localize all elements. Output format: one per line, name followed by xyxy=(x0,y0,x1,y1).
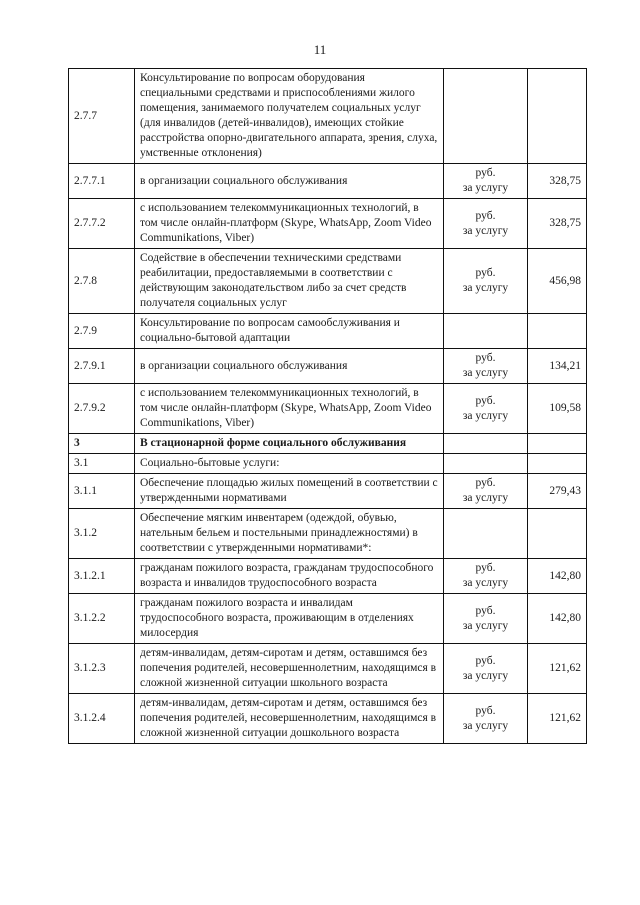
unit-currency: руб. xyxy=(475,477,496,489)
unit-cell xyxy=(444,594,528,644)
unit-per-service: за услугу xyxy=(462,182,509,194)
service-description: детям-инвалидам, детям-сиротам и детям, оставшимся без попечения родителей, несовершеннолетним, находящимся в сложной жизненной ситуации дошкольного возраста xyxy=(135,694,444,744)
unit-cell xyxy=(444,199,528,249)
unit-per-service: за услугу xyxy=(462,619,509,632)
unit-currency: руб. xyxy=(475,394,496,407)
row-number: 3.1.1 xyxy=(69,474,135,509)
unit-per-service: за услугу xyxy=(462,282,509,294)
service-price xyxy=(528,509,587,559)
table-row xyxy=(69,349,587,384)
service-description: с использованием телекоммуникационных технологий, в том числе онлайн-платформ (Skype, WhatsApp, Zoom Video Communikations, Viber) xyxy=(135,199,444,249)
service-description: в организации социального обслуживания xyxy=(135,349,444,384)
service-description: Консультирование по вопросам самообслуживания и социально-бытовой адаптации xyxy=(135,314,444,349)
unit-cell xyxy=(444,164,528,199)
service-price: 121,62 xyxy=(528,644,587,694)
table-row xyxy=(69,509,587,559)
unit-per-service: за услугу xyxy=(462,409,509,422)
service-description: Содействие в обеспечении техническими средствами реабилитации, предоставляемыми в соответствии с действующим законодательством либо за счет средств получателя социальных услуг xyxy=(135,249,444,314)
unit-cell xyxy=(444,314,528,349)
service-description: Обеспечение мягким инвентарем (одеждой, обувью, нательным бельем и постельными принадлежностями) в соответствии с утвержденными нормативами*: xyxy=(135,509,444,559)
row-number: 2.7.7 xyxy=(69,69,135,164)
service-description: с использованием телекоммуникационных технологий, в том числе онлайн-платформ (Skype, WhatsApp, Zoom Video Communikations, Viber) xyxy=(135,384,444,434)
table-row xyxy=(69,474,587,509)
service-price xyxy=(528,314,587,349)
page-number: 11 xyxy=(313,42,327,57)
unit-cell xyxy=(444,384,528,434)
table-row xyxy=(69,644,587,694)
row-number: 2.7.7.2 xyxy=(69,199,135,249)
unit-currency: руб. xyxy=(475,167,496,179)
unit-cell xyxy=(444,434,528,454)
service-description: детям-инвалидам, детям-сиротам и детям, оставшимся без попечения родителей, несовершеннолетним, находящимся в сложной жизненной ситуации школьного возраста xyxy=(135,644,444,694)
table-row xyxy=(69,594,587,644)
unit-per-service: за услугу xyxy=(462,367,509,379)
service-description: гражданам пожилого возраста и инвалидам трудоспособного возраста, проживающим в отделениях милосердия xyxy=(135,594,444,644)
service-description: гражданам пожилого возраста, гражданам трудоспособного возраста и инвалидов трудоспособного возраста xyxy=(135,559,444,594)
row-number: 3.1.2.4 xyxy=(69,694,135,744)
tariff-table-body xyxy=(69,69,587,744)
service-price xyxy=(528,69,587,164)
unit-cell xyxy=(444,474,528,509)
unit-per-service: за услугу xyxy=(462,492,509,504)
table-row xyxy=(69,694,587,744)
unit-cell xyxy=(444,454,528,474)
service-description: Обеспечение площадью жилых помещений в соответствии с утвержденными нормативами xyxy=(135,474,444,509)
service-description: в организации социального обслуживания xyxy=(135,164,444,199)
row-number: 3.1.2.1 xyxy=(69,559,135,594)
row-number: 2.7.9.2 xyxy=(69,384,135,434)
table-row xyxy=(69,559,587,594)
service-description: В стационарной форме социального обслуживания xyxy=(135,434,444,454)
unit-per-service: за услугу xyxy=(462,224,509,237)
table-row xyxy=(69,314,587,349)
tariff-table xyxy=(68,68,587,744)
table-row xyxy=(69,199,587,249)
row-number: 3.1.2.2 xyxy=(69,594,135,644)
row-number: 2.7.7.1 xyxy=(69,164,135,199)
service-description: Консультирование по вопросам оборудования специальными средствами и приспособлениями жилого помещения, занимаемого получателем социальных услуг (для инвалидов (детей-инвалидов), имеющих стойкие расстройства опорно-двигательного аппарата, зрения, слуха, умственные отклонения) xyxy=(135,69,444,164)
service-price: 328,75 xyxy=(528,199,587,249)
service-price: 134,21 xyxy=(528,349,587,384)
unit-currency: руб. xyxy=(475,704,496,717)
table-row xyxy=(69,69,587,164)
unit-per-service: за услугу xyxy=(462,719,509,732)
unit-currency: руб. xyxy=(475,654,496,667)
unit-currency: руб. xyxy=(475,267,496,279)
unit-currency: руб. xyxy=(475,209,496,222)
service-price xyxy=(528,434,587,454)
service-price: 142,80 xyxy=(528,594,587,644)
unit-cell xyxy=(444,694,528,744)
row-number: 2.7.8 xyxy=(69,249,135,314)
table-row xyxy=(69,434,587,454)
service-description: Социально-бытовые услуги: xyxy=(135,454,444,474)
unit-cell xyxy=(444,349,528,384)
service-price: 279,43 xyxy=(528,474,587,509)
service-price: 456,98 xyxy=(528,249,587,314)
table-row xyxy=(69,249,587,314)
row-number: 2.7.9 xyxy=(69,314,135,349)
service-price: 328,75 xyxy=(528,164,587,199)
service-price xyxy=(528,454,587,474)
service-price: 109,58 xyxy=(528,384,587,434)
row-number: 3.1.2 xyxy=(69,509,135,559)
table-row xyxy=(69,454,587,474)
row-number: 2.7.9.1 xyxy=(69,349,135,384)
unit-per-service: за услугу xyxy=(462,577,509,589)
row-number: 3.1.2.3 xyxy=(69,644,135,694)
unit-currency: руб. xyxy=(475,352,496,364)
unit-cell xyxy=(444,559,528,594)
unit-currency: руб. xyxy=(475,562,496,574)
unit-currency: руб. xyxy=(475,604,496,617)
unit-cell xyxy=(444,249,528,314)
unit-cell xyxy=(444,509,528,559)
row-number: 3.1 xyxy=(69,454,135,474)
unit-cell xyxy=(444,644,528,694)
unit-per-service: за услугу xyxy=(462,669,509,682)
unit-cell xyxy=(444,69,528,164)
service-price: 121,62 xyxy=(528,694,587,744)
table-row xyxy=(69,384,587,434)
row-number: 3 xyxy=(69,434,135,454)
table-row xyxy=(69,164,587,199)
service-price: 142,80 xyxy=(528,559,587,594)
